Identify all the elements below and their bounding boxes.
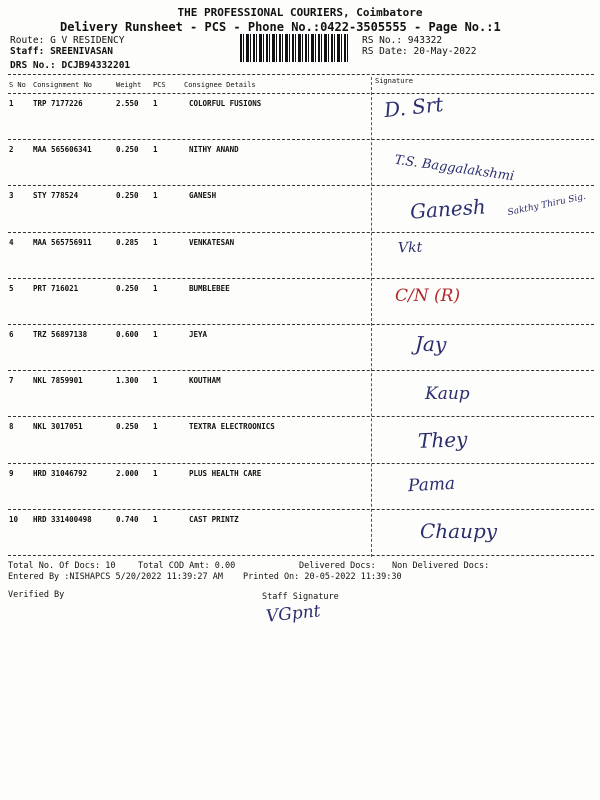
row-pcs: 1 [153,145,158,155]
row-consignment-no: MAA 565606341 [33,145,92,155]
row-separator [8,185,594,186]
row-separator [8,416,594,417]
row-separator [8,370,594,371]
rs-date-value: 20-May-2022 [413,46,477,57]
row-consignee: TEXTRA ELECTROONICS [189,422,275,432]
rs-date-line [362,46,476,57]
row-separator [8,555,594,556]
row-sno: 1 [9,99,14,108]
staff-signature-label: Staff Signature [262,592,339,602]
row-consignee: CAST PRINTZ [189,514,239,524]
drs-value: DCJB94332201 [61,60,131,71]
row-consignee: PLUS HEALTH CARE [189,468,262,478]
row-separator [8,509,594,510]
row-signature: They [417,427,468,454]
row-weight: 0.250 [116,191,139,201]
runsheet-subtitle: Delivery Runsheet - PCS - Phone No.:0422-3505555 - Page No.:1 [60,20,501,34]
row-signature: Ganesh [409,194,487,225]
row-sno: 8 [9,422,14,432]
row-consignment-no: MAA 565756911 [33,237,92,247]
row-separator [8,278,594,279]
row-weight: 0.250 [116,283,139,293]
company-title: THE PROFESSIONAL COURIERS, Coimbatore [177,6,423,19]
extra-signature: Sakthy Thiru Sig. [506,191,587,219]
row-signature: Chaupy [420,518,498,543]
row-consignment-no: NKL 3017051 [33,422,83,432]
staff-line [10,46,113,57]
row-signature: Kaup [425,384,470,405]
row-weight: 0.285 [116,237,139,247]
barcode [240,34,350,62]
row-signature: Vkt [397,239,423,257]
rs-no-label: RS No.: [362,35,403,46]
verified-by-label: Verified By [8,590,65,600]
row-consignee: NITHY ANAND [189,145,239,155]
row-pcs: 1 [153,237,158,247]
col-weight: Weight [116,81,142,89]
row-sno: 5 [9,283,14,293]
col-signature: Signature [375,77,413,85]
row-signature: Pama [407,473,456,496]
row-consignee: VENKATESAN [189,237,235,247]
row-separator [8,232,594,233]
col-consignee: Consignee Details [184,81,256,89]
row-weight: 0.740 [116,514,139,524]
totals-line [8,561,116,571]
row-pcs: 1 [153,514,158,524]
row-consignee: COLORFUL FUSIONS [189,99,262,108]
rs-date-label: RS Date: [362,46,408,57]
row-weight: 0.600 [116,330,139,339]
row-weight: 2.550 [116,99,139,108]
row-pcs: 1 [153,283,158,293]
row-pcs: 1 [153,330,158,339]
row-signature: D. Srt [382,91,445,123]
drs-label: DRS No.: [10,60,56,71]
row-sno: 6 [9,330,14,339]
row-consignment-no: STY 778524 [33,191,79,201]
route-label: Route: [10,35,45,46]
row-pcs: 1 [153,99,158,108]
staff-value: SREENIVASAN [50,46,113,57]
rs-no-value: 943322 [407,35,443,46]
cod-label: Total COD Amt: [138,561,210,571]
row-consignee: BUMBLEBEE [189,283,230,293]
row-consignment-no: TRP 7177226 [33,99,83,108]
cod-value: 0.00 [214,561,236,571]
row-pcs: 1 [153,468,158,478]
row-consignment-no: TRZ 56897138 [33,330,88,339]
row-consignee: JEYA [189,330,208,339]
row-signature: T.S. Baggalakshmi [393,152,516,185]
cod-line [138,561,235,571]
col-sno: S No [9,81,26,89]
row-consignment-no: NKL 7859901 [33,376,83,386]
row-consignee: KOUTHAM [189,376,221,386]
staff-signature: VGpnt [265,601,322,627]
row-pcs: 1 [153,376,158,386]
non-delivered-docs-label: Non Delivered Docs: [392,561,490,571]
printed-on: Printed On: 20-05-2022 11:39:30 [243,572,402,582]
rs-no-line [362,35,442,46]
table-top-rule [8,74,594,75]
row-weight: 1.300 [116,376,139,386]
row-signature: Jay [414,331,447,357]
route-value: G V RESIDENCY [50,35,125,46]
drs-line [10,60,130,71]
table-header-rule [8,93,594,94]
row-consignment-no: HRD 331400498 [33,514,92,524]
row-sno: 4 [9,237,14,247]
row-consignee: GANESH [189,191,217,201]
signature-column-divider [371,77,372,557]
row-sno: 2 [9,145,14,155]
route-line [10,35,124,46]
row-sno: 3 [9,191,14,201]
staff-label: Staff: [10,46,45,57]
row-weight: 0.250 [116,422,139,432]
row-pcs: 1 [153,422,158,432]
row-sno: 10 [9,514,19,524]
row-pcs: 1 [153,191,158,201]
row-separator [8,463,594,464]
col-pcs: PCS [153,81,166,89]
col-consignment: Consignment No [33,81,93,89]
total-docs-label: Total No. Of Docs: [8,561,101,571]
row-consignment-no: HRD 31046792 [33,468,88,478]
row-separator [8,139,594,140]
row-signature: C/N (R) [395,285,461,306]
row-weight: 0.250 [116,145,139,155]
row-consignment-no: PRT 716021 [33,283,79,293]
total-docs-value: 10 [105,561,116,571]
entered-by: Entered By :NISHAPCS 5/20/2022 11:39:27 AM [8,572,223,582]
row-sno: 7 [9,376,14,386]
delivered-docs-label: Delivered Docs: [299,561,376,571]
row-sno: 9 [9,468,14,478]
row-weight: 2.000 [116,468,139,478]
row-separator [8,324,594,325]
